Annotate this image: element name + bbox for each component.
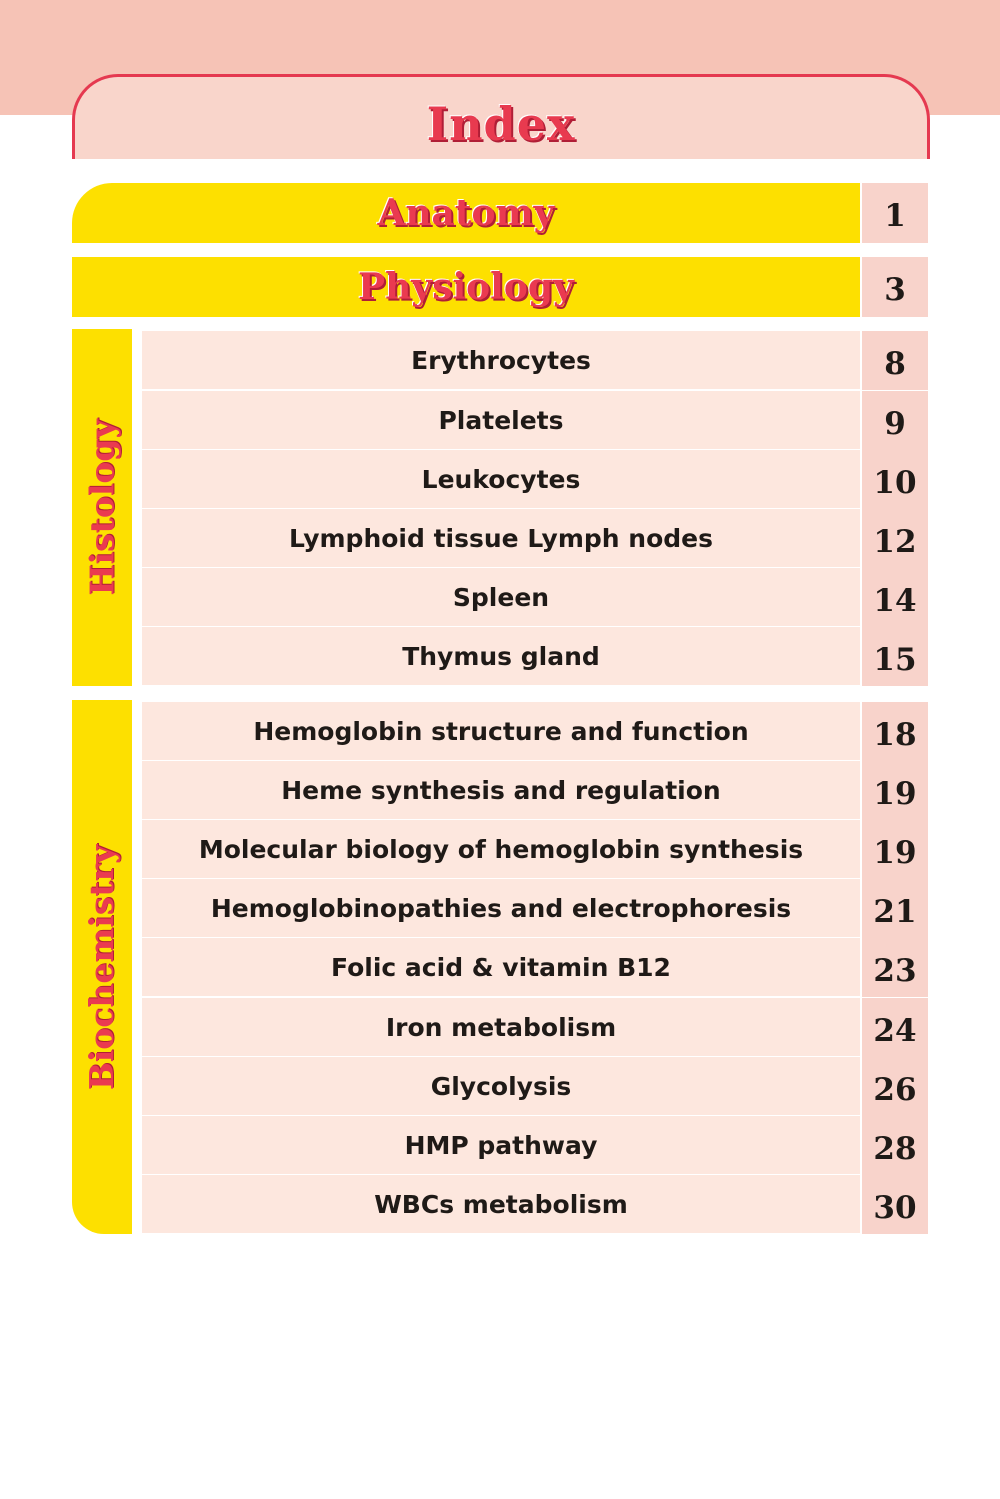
biochemistry-label: Biochemistry xyxy=(82,844,122,1090)
section-anatomy-page: 1 xyxy=(862,183,928,243)
section-anatomy[interactable] xyxy=(72,183,860,243)
biochemistry-item-page: 23 xyxy=(862,938,928,997)
section-physiology-label: Physiology xyxy=(358,266,574,308)
biochemistry-side-label xyxy=(72,700,132,1234)
biochemistry-item-hemoglobinopathies[interactable]: Hemoglobinopathies and electrophoresis xyxy=(142,879,860,937)
index-header xyxy=(72,74,930,159)
biochemistry-item-folic-acid[interactable]: Folic acid & vitamin B12 xyxy=(142,938,860,996)
histology-item-page: 9 xyxy=(862,391,928,450)
histology-item-lymphoid-tissue[interactable]: Lymphoid tissue Lymph nodes xyxy=(142,509,860,567)
biochemistry-item-page: 18 xyxy=(862,702,928,761)
histology-label: Histology xyxy=(82,419,122,596)
biochemistry-item-page: 19 xyxy=(862,761,928,820)
histology-item-platelets[interactable]: Platelets xyxy=(142,391,860,449)
histology-side-label xyxy=(72,329,132,686)
histology-item-spleen[interactable]: Spleen xyxy=(142,568,860,626)
histology-item-thymus-gland[interactable]: Thymus gland xyxy=(142,627,860,685)
page-title: Index xyxy=(426,97,576,151)
biochemistry-item-glycolysis[interactable]: Glycolysis xyxy=(142,1057,860,1115)
biochemistry-item-hemoglobin-structure[interactable]: Hemoglobin structure and function xyxy=(142,702,860,760)
biochemistry-item-page: 26 xyxy=(862,1057,928,1116)
biochemistry-item-heme-synthesis[interactable]: Heme synthesis and regulation xyxy=(142,761,860,819)
biochemistry-item-page: 28 xyxy=(862,1116,928,1175)
histology-item-erythrocytes[interactable]: Erythrocytes xyxy=(142,331,860,389)
biochemistry-item-page: 19 xyxy=(862,820,928,879)
biochemistry-item-page: 30 xyxy=(862,1175,928,1234)
biochemistry-item-page: 21 xyxy=(862,879,928,938)
biochemistry-item-page: 24 xyxy=(862,998,928,1057)
section-physiology-page: 3 xyxy=(862,257,928,317)
histology-item-page: 10 xyxy=(862,450,928,509)
section-physiology[interactable] xyxy=(72,257,860,317)
biochemistry-item-hmp-pathway[interactable]: HMP pathway xyxy=(142,1116,860,1174)
histology-item-leukocytes[interactable]: Leukocytes xyxy=(142,450,860,508)
biochemistry-item-iron-metabolism[interactable]: Iron metabolism xyxy=(142,998,860,1056)
section-anatomy-label: Anatomy xyxy=(377,192,555,234)
histology-item-page: 14 xyxy=(862,568,928,627)
biochemistry-item-molecular-biology[interactable]: Molecular biology of hemoglobin synthesis xyxy=(142,820,860,878)
histology-item-page: 15 xyxy=(862,627,928,686)
biochemistry-item-wbcs-metabolism[interactable]: WBCs metabolism xyxy=(142,1175,860,1233)
histology-item-page: 12 xyxy=(862,509,928,568)
histology-item-page: 8 xyxy=(862,331,928,390)
